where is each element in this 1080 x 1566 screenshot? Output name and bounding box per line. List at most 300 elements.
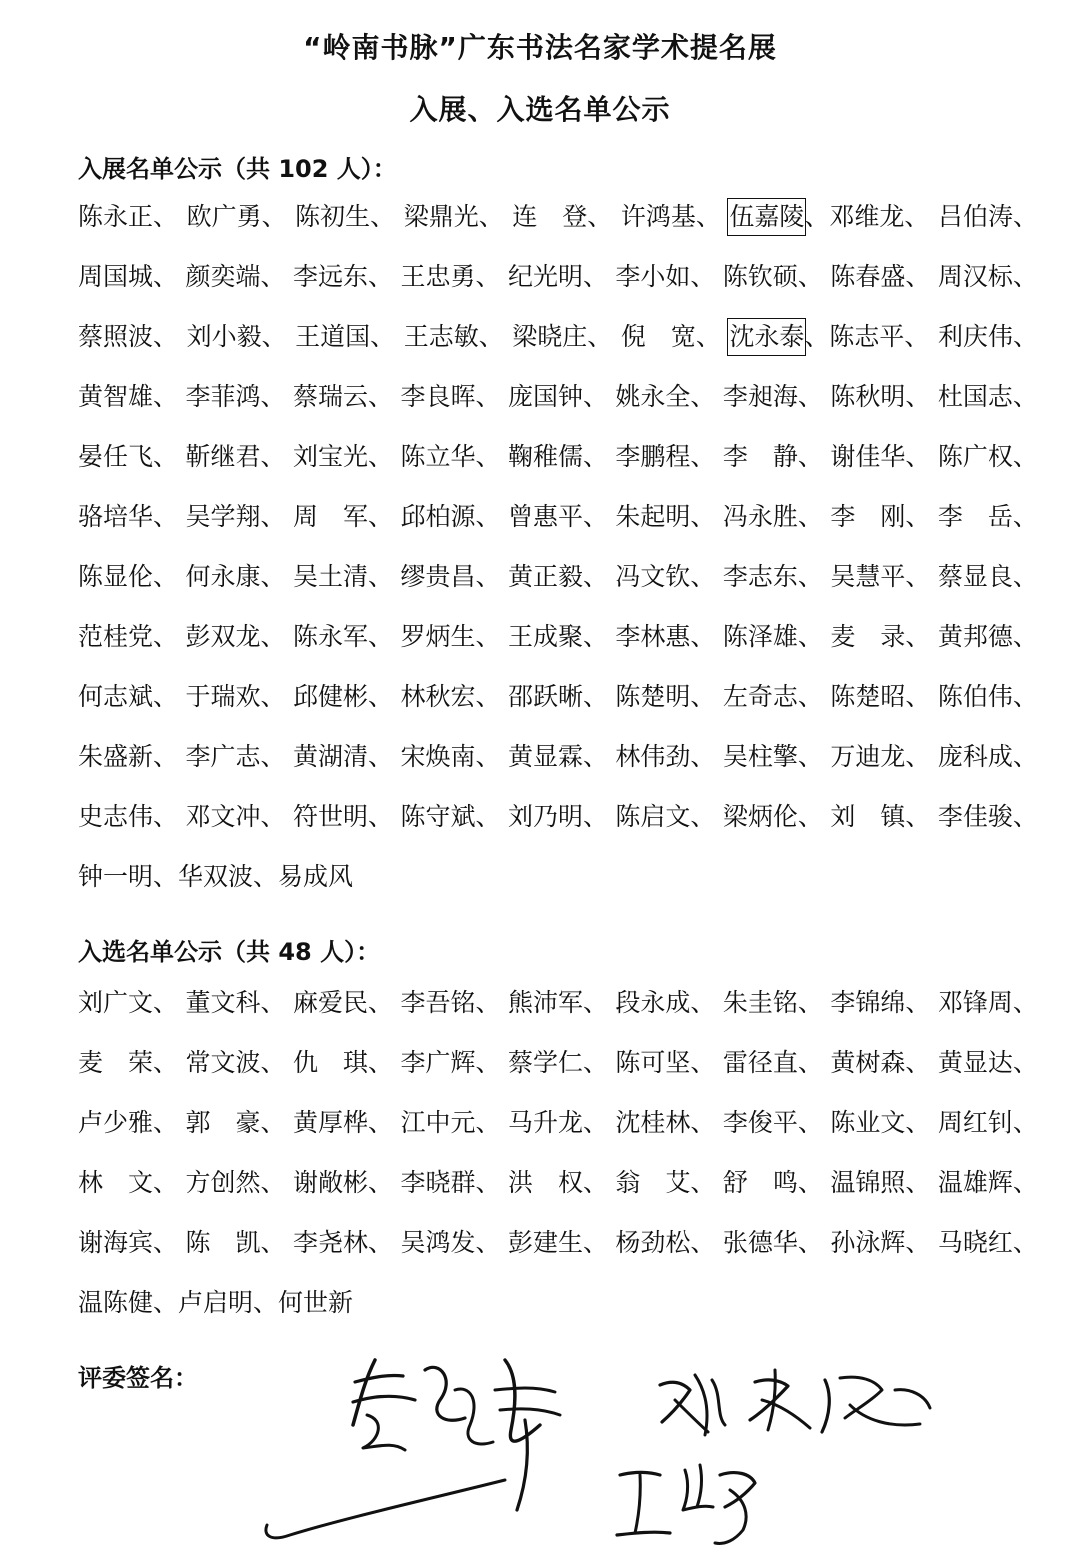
list-item — [615, 680, 715, 714]
name-text: 雷径直、 — [722, 1048, 823, 1077]
name-text: 颜奕端、 — [185, 262, 286, 291]
list-item — [185, 1226, 285, 1260]
name-row — [78, 440, 1038, 500]
list-item — [293, 1226, 393, 1260]
name-row — [78, 500, 1038, 560]
list-item — [78, 1166, 178, 1200]
list-item — [723, 380, 823, 414]
list-item — [938, 800, 1038, 834]
name-text: 江中元、 — [400, 1108, 501, 1137]
list-item — [400, 1166, 500, 1200]
list-item — [185, 620, 285, 654]
list-item — [185, 440, 285, 474]
list-item — [78, 1046, 178, 1080]
list-item — [400, 1106, 500, 1140]
list-item — [400, 986, 500, 1020]
list-item — [723, 800, 823, 834]
name-row — [78, 1166, 1038, 1226]
list-item — [723, 680, 823, 714]
name-text: 许鸿基、 — [620, 202, 721, 231]
list-item — [938, 740, 1038, 774]
list-item — [938, 620, 1038, 654]
name-text: 郭 豪、 — [185, 1108, 286, 1137]
name-text: 何志斌、 — [78, 682, 179, 711]
name-text: 王道国、 — [295, 322, 396, 351]
list-item — [723, 1226, 823, 1260]
name-text: 靳继君、 — [185, 442, 286, 471]
list-item — [400, 440, 500, 474]
name-text: 麦 荣、 — [78, 1048, 179, 1077]
list-item — [830, 380, 930, 414]
list-item — [400, 500, 500, 534]
list-item — [404, 200, 504, 234]
name-text: 左奇志、 — [722, 682, 823, 711]
name-text: 常文波、 — [185, 1048, 286, 1077]
name-row — [78, 560, 1038, 620]
list-item — [723, 620, 823, 654]
name-row — [78, 620, 1038, 680]
list-item — [938, 1046, 1038, 1080]
name-text: 谢海宾、 — [78, 1228, 179, 1257]
name-text: 骆培华、 — [78, 502, 179, 531]
name-text: 刘 镇、 — [830, 802, 931, 831]
list-item — [508, 1226, 608, 1260]
name-text: 李菲鸿、 — [185, 382, 286, 411]
selected-list-heading: 入选名单公示（共 48 人）： — [78, 938, 381, 966]
name-text: 李良晖、 — [400, 382, 501, 411]
name-text: 温雄辉、 — [937, 1168, 1038, 1197]
list-item — [729, 200, 929, 234]
name-text: 陈春盛、 — [830, 262, 931, 291]
name-text: 晏任飞、 — [78, 442, 179, 471]
list-item — [400, 740, 500, 774]
list-item — [508, 680, 608, 714]
list-item — [78, 440, 178, 474]
name-text: 李晓群、 — [400, 1168, 501, 1197]
list-item — [185, 800, 285, 834]
list-item — [830, 1106, 930, 1140]
list-item — [615, 1046, 715, 1080]
list-item — [78, 860, 178, 894]
name-text: 李尧林、 — [292, 1228, 393, 1257]
list-item — [615, 560, 715, 594]
name-text: 陈 凯、 — [185, 1228, 286, 1257]
name-text: 、邓维龙、 — [804, 202, 930, 231]
name-text: 李广志、 — [185, 742, 286, 771]
list-item — [621, 320, 721, 354]
list-item — [508, 800, 608, 834]
list-item — [78, 986, 178, 1020]
list-item — [508, 500, 608, 534]
list-item — [295, 200, 395, 234]
list-item — [830, 440, 930, 474]
name-text: 彭建生、 — [507, 1228, 608, 1257]
list-item — [508, 1106, 608, 1140]
name-text: 黄邦德、 — [937, 622, 1038, 651]
list-item — [185, 380, 285, 414]
list-item — [830, 800, 930, 834]
list-item — [508, 1166, 608, 1200]
name-text: 刘乃明、 — [507, 802, 608, 831]
list-item — [293, 560, 393, 594]
list-item — [729, 320, 929, 354]
name-text: 舒 鸣、 — [722, 1168, 823, 1197]
list-item — [78, 1286, 178, 1320]
list-item — [187, 320, 287, 354]
list-item — [400, 560, 500, 594]
list-item — [938, 680, 1038, 714]
name-text: 吴柱擎、 — [722, 742, 823, 771]
list-item — [78, 320, 178, 354]
list-item — [78, 1226, 178, 1260]
list-item — [293, 620, 393, 654]
list-item — [508, 560, 608, 594]
name-text: 钟一明、 — [78, 862, 179, 891]
name-text: 黄湖清、 — [292, 742, 393, 771]
list-item — [938, 986, 1038, 1020]
list-item — [938, 1106, 1038, 1140]
list-item — [723, 440, 823, 474]
name-text: 马晓红、 — [937, 1228, 1038, 1257]
name-text: 李俊平、 — [722, 1108, 823, 1137]
name-text: 麻爱民、 — [292, 988, 393, 1017]
name-text: 李远东、 — [292, 262, 393, 291]
name-text: 谢佳华、 — [830, 442, 931, 471]
list-item — [615, 260, 715, 294]
selected-name-list — [78, 986, 1038, 1346]
list-item — [293, 1106, 393, 1140]
list-item — [185, 500, 285, 534]
list-item — [400, 800, 500, 834]
list-item — [404, 320, 504, 354]
name-text: 仇 琪、 — [292, 1048, 393, 1077]
document-title: “岭南书脉”广东书法名家学术提名展 — [303, 31, 777, 64]
name-text: 欧广勇、 — [186, 202, 287, 231]
list-item — [615, 1226, 715, 1260]
name-text: 倪 宽、 — [620, 322, 721, 351]
list-item — [278, 860, 353, 894]
highlighted-name: 伍嘉陵 — [729, 200, 804, 234]
name-text: 李佳骏、 — [937, 802, 1038, 831]
name-row — [78, 1046, 1038, 1106]
name-text: 梁炳伦、 — [722, 802, 823, 831]
name-text: 李昶海、 — [722, 382, 823, 411]
name-text: 吴鸿发、 — [400, 1228, 501, 1257]
name-text: 王成聚、 — [507, 622, 608, 651]
name-row — [78, 860, 1038, 920]
list-item — [178, 860, 278, 894]
list-item — [293, 500, 393, 534]
name-text: 黄正毅、 — [507, 562, 608, 591]
name-row — [78, 260, 1038, 320]
name-text: 易成风 — [278, 862, 354, 891]
list-item — [938, 200, 1038, 234]
judge-signature-3 — [605, 1445, 775, 1555]
name-text: 李锦绵、 — [830, 988, 931, 1017]
list-item — [187, 200, 287, 234]
name-text: 何永康、 — [185, 562, 286, 591]
name-text: 史志伟、 — [78, 802, 179, 831]
name-text: 姚永全、 — [615, 382, 716, 411]
list-item — [938, 500, 1038, 534]
name-text: 陈泽雄、 — [722, 622, 823, 651]
name-text: 周 军、 — [292, 502, 393, 531]
name-text: 李 刚、 — [830, 502, 931, 531]
list-item — [830, 680, 930, 714]
list-item — [508, 620, 608, 654]
name-text: 段永成、 — [615, 988, 716, 1017]
name-text: 陈显伦、 — [78, 562, 179, 591]
judges-signature-label: 评委签名： — [78, 1364, 198, 1392]
list-item — [938, 320, 1038, 354]
list-item — [615, 986, 715, 1020]
name-text: 邱健彬、 — [292, 682, 393, 711]
list-item — [830, 1046, 930, 1080]
name-row — [78, 1106, 1038, 1166]
name-text: 杨劲松、 — [615, 1228, 716, 1257]
name-text: 冯文钦、 — [615, 562, 716, 591]
name-text: 麦 录、 — [830, 622, 931, 651]
name-text: 朱盛新、 — [78, 742, 179, 771]
name-text: 蔡学仁、 — [507, 1048, 608, 1077]
list-item — [185, 1046, 285, 1080]
name-text: 李志东、 — [722, 562, 823, 591]
list-item — [293, 1046, 393, 1080]
name-text: 卢少雅、 — [78, 1108, 179, 1137]
name-text: 、陈志平、 — [804, 322, 930, 351]
name-text: 温锦照、 — [830, 1168, 931, 1197]
name-text: 周汉标、 — [937, 262, 1038, 291]
name-text: 陈楚明、 — [615, 682, 716, 711]
name-text: 吴慧平、 — [830, 562, 931, 591]
list-item — [830, 620, 930, 654]
name-text: 孙泳辉、 — [830, 1228, 931, 1257]
list-item — [400, 260, 500, 294]
list-item — [185, 560, 285, 594]
name-text: 刘小毅、 — [186, 322, 287, 351]
list-item — [185, 986, 285, 1020]
name-text: 符世明、 — [292, 802, 393, 831]
name-text: 朱圭铭、 — [722, 988, 823, 1017]
name-text: 沈桂林、 — [615, 1108, 716, 1137]
list-item — [938, 440, 1038, 474]
name-text: 刘广文、 — [78, 988, 179, 1017]
list-item — [185, 740, 285, 774]
name-text: 李广辉、 — [400, 1048, 501, 1077]
name-text: 林秋宏、 — [400, 682, 501, 711]
list-item — [938, 1166, 1038, 1200]
list-item — [78, 260, 178, 294]
name-text: 陈立华、 — [400, 442, 501, 471]
list-item — [723, 1106, 823, 1140]
name-text: 何世新 — [278, 1288, 354, 1317]
judge-signature-1 — [255, 1330, 585, 1555]
name-text: 陈伯伟、 — [937, 682, 1038, 711]
name-text: 鞠稚儒、 — [507, 442, 608, 471]
name-text: 方创然、 — [185, 1168, 286, 1197]
list-item — [723, 500, 823, 534]
name-text: 缪贵昌、 — [400, 562, 501, 591]
name-text: 陈钦硕、 — [722, 262, 823, 291]
list-item — [295, 320, 395, 354]
name-text: 陈业文、 — [830, 1108, 931, 1137]
name-text: 庞国钟、 — [507, 382, 608, 411]
list-item — [293, 380, 393, 414]
list-item — [293, 440, 393, 474]
name-text: 邵跃晰、 — [507, 682, 608, 711]
name-text: 黄智雄、 — [78, 382, 179, 411]
list-item — [512, 200, 612, 234]
list-item — [400, 380, 500, 414]
name-text: 黄显霖、 — [507, 742, 608, 771]
name-text: 吴学翔、 — [185, 502, 286, 531]
name-text: 冯永胜、 — [722, 502, 823, 531]
list-item — [508, 740, 608, 774]
highlighted-name: 沈永泰 — [729, 320, 804, 354]
name-text: 马升龙、 — [507, 1108, 608, 1137]
name-text: 华双波、 — [178, 862, 279, 891]
list-item — [938, 560, 1038, 594]
name-text: 刘宝光、 — [292, 442, 393, 471]
name-text: 于瑞欢、 — [185, 682, 286, 711]
name-text: 陈永军、 — [292, 622, 393, 651]
list-item — [830, 1166, 930, 1200]
name-text: 黄显达、 — [937, 1048, 1038, 1077]
list-item — [185, 260, 285, 294]
list-item — [938, 260, 1038, 294]
list-item — [293, 740, 393, 774]
list-item — [615, 800, 715, 834]
list-item — [508, 986, 608, 1020]
name-text: 林伟劲、 — [615, 742, 716, 771]
name-text: 杜国志、 — [937, 382, 1038, 411]
name-text: 蔡瑞云、 — [292, 382, 393, 411]
list-item — [615, 380, 715, 414]
list-item — [508, 1046, 608, 1080]
list-item — [400, 680, 500, 714]
name-text: 连 登、 — [512, 202, 613, 231]
name-text: 周红钊、 — [937, 1108, 1038, 1137]
list-item — [78, 380, 178, 414]
name-text: 罗炳生、 — [400, 622, 501, 651]
name-text: 李小如、 — [615, 262, 716, 291]
list-item — [615, 1106, 715, 1140]
list-item — [830, 260, 930, 294]
name-text: 范桂党、 — [78, 622, 179, 651]
list-item — [508, 440, 608, 474]
name-text: 庞科成、 — [937, 742, 1038, 771]
list-item — [78, 560, 178, 594]
list-item — [78, 620, 178, 654]
list-item — [830, 560, 930, 594]
list-item — [400, 620, 500, 654]
name-text: 吴土清、 — [292, 562, 393, 591]
list-item — [78, 500, 178, 534]
list-item — [512, 320, 612, 354]
name-text: 陈守斌、 — [400, 802, 501, 831]
list-item — [185, 680, 285, 714]
name-text: 梁鼎光、 — [403, 202, 504, 231]
name-text: 谢敞彬、 — [292, 1168, 393, 1197]
list-item — [508, 380, 608, 414]
name-row — [78, 680, 1038, 740]
list-item — [615, 740, 715, 774]
list-item — [78, 200, 178, 234]
name-row — [78, 320, 1038, 380]
name-text: 纪光明、 — [507, 262, 608, 291]
name-text: 卢启明、 — [178, 1288, 279, 1317]
list-item — [400, 1046, 500, 1080]
name-text: 李 岳、 — [937, 502, 1038, 531]
name-text: 陈启文、 — [615, 802, 716, 831]
name-text: 陈永正、 — [78, 202, 179, 231]
name-row — [78, 740, 1038, 800]
name-text: 熊沛军、 — [507, 988, 608, 1017]
list-item — [78, 1106, 178, 1140]
name-text: 陈初生、 — [295, 202, 396, 231]
name-text: 李吾铭、 — [400, 988, 501, 1017]
name-text: 陈楚昭、 — [830, 682, 931, 711]
name-text: 宋焕南、 — [400, 742, 501, 771]
list-item — [621, 200, 721, 234]
list-item — [78, 800, 178, 834]
list-item — [830, 1226, 930, 1260]
list-item — [185, 1106, 285, 1140]
list-item — [938, 380, 1038, 414]
name-text: 邓锋周、 — [937, 988, 1038, 1017]
name-text: 周国城、 — [78, 262, 179, 291]
exhibit-list-heading: 入展名单公示（共 102 人）： — [78, 155, 397, 183]
name-row — [78, 200, 1038, 260]
list-item — [723, 1166, 823, 1200]
name-text: 陈可坚、 — [615, 1048, 716, 1077]
name-text: 利庆伟、 — [937, 322, 1038, 351]
name-text: 邓文冲、 — [185, 802, 286, 831]
list-item — [185, 1166, 285, 1200]
name-text: 朱起明、 — [615, 502, 716, 531]
name-text: 邱柏源、 — [400, 502, 501, 531]
name-text: 王志敏、 — [403, 322, 504, 351]
name-text: 黄树森、 — [830, 1048, 931, 1077]
name-text: 曾惠平、 — [507, 502, 608, 531]
name-text: 蔡照波、 — [78, 322, 179, 351]
list-item — [938, 1226, 1038, 1260]
name-text: 王忠勇、 — [400, 262, 501, 291]
list-item — [293, 986, 393, 1020]
list-item — [178, 1286, 278, 1320]
list-item — [293, 800, 393, 834]
list-item — [723, 1046, 823, 1080]
list-item — [278, 1286, 353, 1320]
name-text: 梁晓庄、 — [512, 322, 613, 351]
name-text: 黄厚桦、 — [292, 1108, 393, 1137]
name-text: 陈秋明、 — [830, 382, 931, 411]
list-item — [293, 1166, 393, 1200]
name-text: 洪 权、 — [507, 1168, 608, 1197]
list-item — [293, 680, 393, 714]
name-text: 李鹏程、 — [615, 442, 716, 471]
list-item — [830, 986, 930, 1020]
document-subtitle: 入展、入选名单公示 — [409, 93, 671, 126]
list-item — [830, 500, 930, 534]
name-text: 蔡显良、 — [937, 562, 1038, 591]
list-item — [615, 440, 715, 474]
name-text: 翁 艾、 — [615, 1168, 716, 1197]
list-item — [508, 260, 608, 294]
list-item — [78, 680, 178, 714]
name-text: 温陈健、 — [78, 1288, 179, 1317]
list-item — [723, 560, 823, 594]
